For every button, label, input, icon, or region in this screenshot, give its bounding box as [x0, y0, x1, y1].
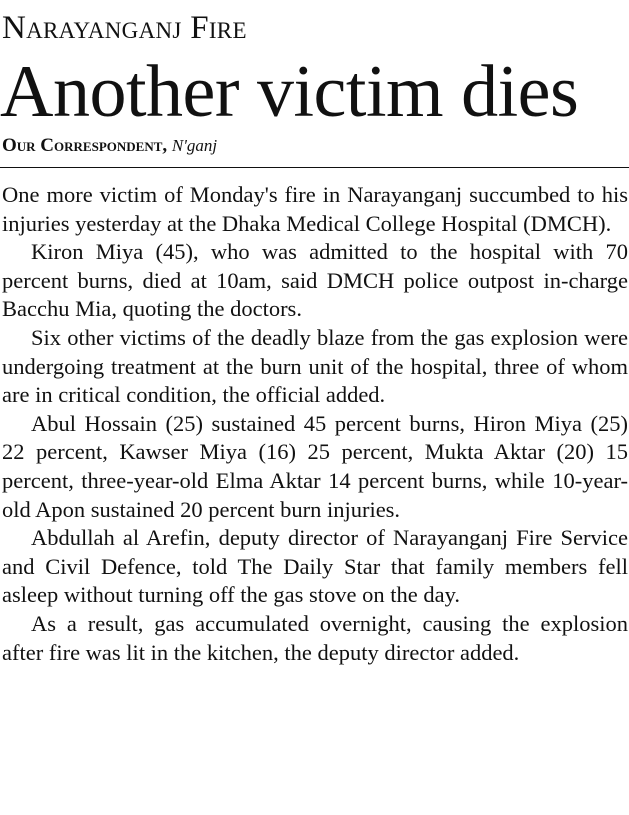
byline-place: N'ganj — [171, 136, 218, 155]
article-paragraph: Abdullah al Arefin, deputy director of Narayanganj Fire Service and Civil Defence, told The Daily Star that family members fell asleep without turning off the gas stove on the day. — [2, 525, 628, 608]
article-byline — [2, 134, 217, 158]
article-paragraph: One more victim of Monday's fire in Narayanganj succumbed to his injuries yesterday at the Dhaka Medical College Hospital (DMCH). — [2, 182, 628, 236]
article-paragraph: Abul Hossain (25) sustained 45 percent burns, Hiron Miya (25) 22 percent, Kawser Miya (16) 25 percent, Mukta Aktar (20) 15 percent, three-year-old Elma Aktar 14 percent burns, while 10-year-old Apon sustained 20 percent burn injuries. — [2, 410, 628, 522]
article-headline: Another victim dies — [0, 51, 579, 133]
byline-author: Our Correspondent, — [2, 135, 168, 156]
article-paragraph: Six other victims of the deadly blaze from the gas explosion were undergoing treatment at the burn unit of the hospital, three of whom are in critical condition, the official added. — [2, 324, 628, 408]
article-kicker: Narayanganj Fire — [2, 10, 247, 46]
article-paragraph: Kiron Miya (45), who was admitted to the hospital with 70 percent burns, died at 10am, said DMCH police outpost in-charge Bacchu Mia, quoting the doctors. — [2, 239, 628, 322]
article-body — [2, 181, 628, 667]
article-paragraph: As a result, gas accumulated overnight, causing the explosion after fire was lit in the kitchen, the deputy director added. — [2, 610, 628, 665]
byline-divider — [0, 167, 629, 168]
